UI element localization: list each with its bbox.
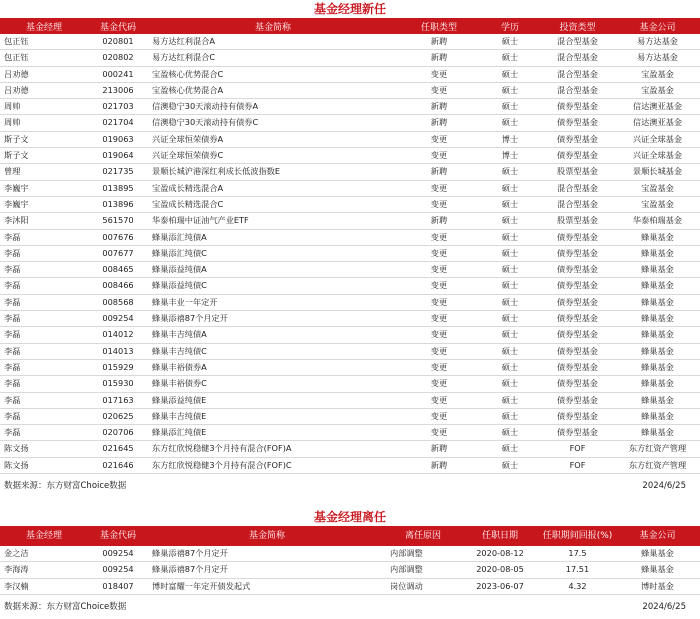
table-cell: 债券型基金 — [540, 131, 615, 147]
column-header: 基金简称 — [148, 18, 398, 34]
column-header: 任职期间回报(%) — [540, 526, 615, 546]
table-cell: 014013 — [88, 343, 148, 359]
table-cell: 硕士 — [480, 99, 540, 115]
table-cell: 易方达红利混合A — [148, 34, 398, 50]
table-cell: 宝盈基金 — [615, 82, 700, 98]
departed-managers-source: 数据来源：东方财富Choice数据 — [4, 601, 127, 612]
table-cell: 变更 — [398, 425, 480, 441]
table-cell: 债券型基金 — [540, 425, 615, 441]
table-cell: 变更 — [398, 278, 480, 294]
table-cell: 蜂巢丰裕债券C — [148, 376, 398, 392]
table-cell: 021703 — [88, 99, 148, 115]
new-manager-row — [0, 148, 700, 164]
table-cell: 蜂巢基金 — [615, 343, 700, 359]
table-cell: 华泰柏瑞中证油气产业ETF — [148, 213, 398, 229]
table-cell: 周帅 — [0, 99, 88, 115]
table-cell: 博士 — [480, 148, 540, 164]
table-cell: 蜂巢基金 — [615, 359, 700, 375]
table-cell: 007676 — [88, 229, 148, 245]
table-cell: 2020-08-12 — [460, 546, 540, 562]
table-cell: 易方达基金 — [615, 50, 700, 66]
table-cell: 17.5 — [540, 546, 615, 562]
column-header: 学历 — [480, 18, 540, 34]
table-cell: 蜂巢丰裕债券A — [148, 359, 398, 375]
table-cell: 宝盈基金 — [615, 196, 700, 212]
table-cell: 包正钰 — [0, 50, 88, 66]
table-cell: 债券型基金 — [540, 392, 615, 408]
table-cell: 李巍宇 — [0, 196, 88, 212]
new-manager-row — [0, 115, 700, 131]
table-cell: 变更 — [398, 66, 480, 82]
table-cell: 李磊 — [0, 229, 88, 245]
table-cell: 宝盈核心优势混合C — [148, 66, 398, 82]
table-cell: 李磊 — [0, 343, 88, 359]
table-cell: 斯子文 — [0, 148, 88, 164]
table-cell: 内部调整 — [386, 562, 460, 578]
new-managers-header-row — [0, 18, 700, 34]
table-cell: 008466 — [88, 278, 148, 294]
table-cell: 硕士 — [480, 164, 540, 180]
table-cell: 岗位调动 — [386, 578, 460, 594]
new-manager-row — [0, 294, 700, 310]
table-cell: 蜂巢添汇纯债E — [148, 425, 398, 441]
table-cell: 债券型基金 — [540, 408, 615, 424]
table-cell: 债券型基金 — [540, 359, 615, 375]
table-cell: 硕士 — [480, 229, 540, 245]
table-cell: 混合型基金 — [540, 34, 615, 50]
table-cell: 变更 — [398, 408, 480, 424]
table-cell: 变更 — [398, 82, 480, 98]
table-cell: 变更 — [398, 262, 480, 278]
table-cell: 李磊 — [0, 425, 88, 441]
table-cell: 018407 — [88, 578, 148, 594]
departed-managers-section — [0, 508, 700, 619]
departed-manager-row — [0, 562, 700, 578]
table-cell: 蜂巢基金 — [615, 546, 700, 562]
table-cell: 宝盈成长精选混合A — [148, 180, 398, 196]
table-cell: 东方红欣悦稳健3个月持有混合(FOF)A — [148, 441, 398, 457]
new-managers-date: 2024/6/25 — [642, 481, 686, 492]
table-cell: 蜂巢基金 — [615, 562, 700, 578]
table-cell: 东方红资产管理 — [615, 441, 700, 457]
table-cell: 新聘 — [398, 50, 480, 66]
table-cell: 债券型基金 — [540, 294, 615, 310]
table-cell: 包正钰 — [0, 34, 88, 50]
table-cell: 021646 — [88, 457, 148, 473]
table-cell: 李磊 — [0, 311, 88, 327]
table-cell: 金之洁 — [0, 546, 88, 562]
table-cell: 斯子文 — [0, 131, 88, 147]
departed-manager-row — [0, 578, 700, 594]
table-cell: 新聘 — [398, 34, 480, 50]
table-cell: 债券型基金 — [540, 148, 615, 164]
table-cell: 019064 — [88, 148, 148, 164]
table-cell: 019063 — [88, 131, 148, 147]
table-cell: 债券型基金 — [540, 99, 615, 115]
table-cell: 蜂巢丰业一年定开 — [148, 294, 398, 310]
table-cell: 曾理 — [0, 164, 88, 180]
table-cell: 债券型基金 — [540, 327, 615, 343]
table-cell: 蜂巢基金 — [615, 327, 700, 343]
table-cell: 013896 — [88, 196, 148, 212]
new-manager-row — [0, 196, 700, 212]
table-cell: 硕士 — [480, 359, 540, 375]
table-cell: 021645 — [88, 441, 148, 457]
column-header: 任职类型 — [398, 18, 480, 34]
new-manager-row — [0, 359, 700, 375]
table-cell: 硕士 — [480, 425, 540, 441]
table-cell: 蜂巢添益纯债C — [148, 278, 398, 294]
table-cell: 17.51 — [540, 562, 615, 578]
table-cell: 蜂巢添汇纯债C — [148, 245, 398, 261]
table-cell: 蜂巢添禧87个月定开 — [148, 546, 386, 562]
new-manager-row — [0, 180, 700, 196]
table-cell: 易方达基金 — [615, 34, 700, 50]
table-cell: 东方红资产管理 — [615, 457, 700, 473]
table-cell: 蜂巢基金 — [615, 408, 700, 424]
column-header: 基金代码 — [88, 526, 148, 546]
new-manager-row — [0, 229, 700, 245]
table-cell: 017163 — [88, 392, 148, 408]
table-cell: 李海涛 — [0, 562, 88, 578]
table-cell: 009254 — [88, 562, 148, 578]
table-cell: 新聘 — [398, 213, 480, 229]
departed-manager-row — [0, 546, 700, 562]
table-cell: 混合型基金 — [540, 50, 615, 66]
column-header: 离任原因 — [386, 526, 460, 546]
table-cell: 债券型基金 — [540, 376, 615, 392]
new-manager-row — [0, 327, 700, 343]
table-cell: 华泰柏瑞基金 — [615, 213, 700, 229]
table-cell: 李磊 — [0, 376, 88, 392]
table-cell: 吕劝德 — [0, 66, 88, 82]
table-cell: 蜂巢丰吉纯债C — [148, 343, 398, 359]
table-cell: 宝盈成长精选混合C — [148, 196, 398, 212]
table-cell: 015929 — [88, 359, 148, 375]
new-manager-row — [0, 457, 700, 473]
table-cell: 新聘 — [398, 441, 480, 457]
new-managers-source: 数据来源：东方财富Choice数据 — [4, 481, 127, 492]
table-cell: 硕士 — [480, 392, 540, 408]
table-cell: 硕士 — [480, 343, 540, 359]
table-cell: 李磊 — [0, 262, 88, 278]
table-cell: FOF — [540, 441, 615, 457]
table-cell: 硕士 — [480, 196, 540, 212]
table-cell: 硕士 — [480, 294, 540, 310]
table-cell: 信达澳亚基金 — [615, 115, 700, 131]
table-cell: 020625 — [88, 408, 148, 424]
table-cell: 硕士 — [480, 82, 540, 98]
table-cell: 景顺长城基金 — [615, 164, 700, 180]
column-header: 基金简称 — [148, 526, 386, 546]
new-manager-row — [0, 425, 700, 441]
column-header: 基金代码 — [88, 18, 148, 34]
table-cell: 股票型基金 — [540, 213, 615, 229]
table-cell: 信澳稳宁30天滚动持有债券C — [148, 115, 398, 131]
table-cell: 李巍宇 — [0, 180, 88, 196]
table-cell: 硕士 — [480, 376, 540, 392]
table-cell: 变更 — [398, 311, 480, 327]
table-cell: 债券型基金 — [540, 343, 615, 359]
new-manager-row — [0, 213, 700, 229]
table-cell: 蜂巢基金 — [615, 294, 700, 310]
table-cell: 债券型基金 — [540, 115, 615, 131]
table-cell: 009254 — [88, 546, 148, 562]
new-manager-row — [0, 311, 700, 327]
table-cell: 兴证全球基金 — [615, 131, 700, 147]
column-header: 任职日期 — [460, 526, 540, 546]
table-cell: 股票型基金 — [540, 164, 615, 180]
table-cell: 015930 — [88, 376, 148, 392]
table-cell: 蜂巢添益纯债E — [148, 392, 398, 408]
table-cell: 硕士 — [480, 457, 540, 473]
table-cell: 硕士 — [480, 278, 540, 294]
table-cell: 吕劝德 — [0, 82, 88, 98]
new-manager-row — [0, 245, 700, 261]
table-cell: 020802 — [88, 50, 148, 66]
new-managers-footer — [0, 474, 700, 498]
table-cell: 008465 — [88, 262, 148, 278]
table-cell: 周帅 — [0, 115, 88, 131]
departed-managers-table — [0, 526, 700, 595]
table-cell: 硕士 — [480, 408, 540, 424]
table-cell: 硕士 — [480, 311, 540, 327]
new-manager-row — [0, 441, 700, 457]
table-cell: 易方达红利混合C — [148, 50, 398, 66]
table-cell: 李磊 — [0, 245, 88, 261]
table-cell: 008568 — [88, 294, 148, 310]
new-manager-row — [0, 50, 700, 66]
table-cell: 蜂巢添益纯债A — [148, 262, 398, 278]
departed-managers-header-row — [0, 526, 700, 546]
table-cell: 561570 — [88, 213, 148, 229]
table-cell: 013895 — [88, 180, 148, 196]
column-header: 基金公司 — [615, 18, 700, 34]
new-manager-row — [0, 343, 700, 359]
table-cell: 李磊 — [0, 294, 88, 310]
table-cell: 蜂巢添禧87个月定开 — [148, 562, 386, 578]
table-cell: 兴证全球恒荣债券C — [148, 148, 398, 164]
table-cell: 宝盈基金 — [615, 66, 700, 82]
table-cell: 蜂巢基金 — [615, 229, 700, 245]
table-cell: 2023-06-07 — [460, 578, 540, 594]
new-manager-row — [0, 408, 700, 424]
table-cell: FOF — [540, 457, 615, 473]
table-cell: 债券型基金 — [540, 229, 615, 245]
table-cell: 蜂巢丰吉纯债E — [148, 408, 398, 424]
table-cell: 014012 — [88, 327, 148, 343]
table-cell: 变更 — [398, 327, 480, 343]
table-cell: 混合型基金 — [540, 66, 615, 82]
table-cell: 硕士 — [480, 245, 540, 261]
table-cell: 李沐阳 — [0, 213, 88, 229]
table-cell: 宝盈基金 — [615, 180, 700, 196]
table-cell: 009254 — [88, 311, 148, 327]
table-cell: 博士 — [480, 131, 540, 147]
table-cell: 蜂巢丰吉纯债A — [148, 327, 398, 343]
table-cell: 蜂巢添禧87个月定开 — [148, 311, 398, 327]
table-cell: 变更 — [398, 343, 480, 359]
table-cell: 硕士 — [480, 34, 540, 50]
table-cell: 硕士 — [480, 50, 540, 66]
table-cell: 混合型基金 — [540, 180, 615, 196]
table-cell: 变更 — [398, 392, 480, 408]
new-manager-row — [0, 392, 700, 408]
departed-managers-date: 2024/6/25 — [642, 601, 686, 612]
table-cell: 蜂巢基金 — [615, 311, 700, 327]
table-cell: 硕士 — [480, 66, 540, 82]
table-cell: 新聘 — [398, 99, 480, 115]
table-cell: 蜂巢基金 — [615, 262, 700, 278]
table-cell: 蜂巢基金 — [615, 376, 700, 392]
table-cell: 变更 — [398, 245, 480, 261]
table-cell: 2020-08-05 — [460, 562, 540, 578]
table-cell: 变更 — [398, 359, 480, 375]
table-cell: 兴证全球基金 — [615, 148, 700, 164]
new-managers-title: 基金经理新任 — [313, 2, 386, 16]
table-cell: 债券型基金 — [540, 245, 615, 261]
table-cell: 李磊 — [0, 408, 88, 424]
table-cell: 李磊 — [0, 327, 88, 343]
table-cell: 213006 — [88, 82, 148, 98]
table-cell: 李磊 — [0, 392, 88, 408]
table-cell: 新聘 — [398, 164, 480, 180]
table-cell: 变更 — [398, 294, 480, 310]
departed-managers-title: 基金经理离任 — [313, 510, 386, 525]
new-manager-row — [0, 99, 700, 115]
table-cell: 021735 — [88, 164, 148, 180]
table-cell: 混合型基金 — [540, 82, 615, 98]
table-cell: 硕士 — [480, 262, 540, 278]
table-cell: 博时基金 — [615, 578, 700, 594]
table-cell: 蜂巢基金 — [615, 278, 700, 294]
new-manager-row — [0, 278, 700, 294]
table-cell: 新聘 — [398, 115, 480, 131]
table-cell: 硕士 — [480, 115, 540, 131]
table-cell: 蜂巢基金 — [615, 425, 700, 441]
table-cell: 信达澳亚基金 — [615, 99, 700, 115]
table-cell: 信澳稳宁30天滚动持有债券A — [148, 99, 398, 115]
column-header: 投资类型 — [540, 18, 615, 34]
table-cell: 兴证全球恒荣债券A — [148, 131, 398, 147]
table-cell: 变更 — [398, 131, 480, 147]
table-cell: 李磊 — [0, 359, 88, 375]
table-cell: 混合型基金 — [540, 196, 615, 212]
table-cell: 硕士 — [480, 213, 540, 229]
table-cell: 宝盈核心优势混合A — [148, 82, 398, 98]
new-manager-row — [0, 131, 700, 147]
table-cell: 蜂巢基金 — [615, 245, 700, 261]
table-cell: 李磊 — [0, 278, 88, 294]
table-cell: 硕士 — [480, 441, 540, 457]
column-header: 基金经理 — [0, 526, 88, 546]
new-manager-row — [0, 262, 700, 278]
new-manager-row — [0, 66, 700, 82]
departed-managers-footer — [0, 595, 700, 619]
table-cell: 内部调整 — [386, 546, 460, 562]
new-manager-row — [0, 34, 700, 50]
new-managers-table — [0, 18, 700, 474]
table-cell: 变更 — [398, 180, 480, 196]
table-cell: 景顺长城沪港深红利成长低波指数E — [148, 164, 398, 180]
new-manager-row — [0, 376, 700, 392]
new-manager-row — [0, 82, 700, 98]
table-cell: 李汉楠 — [0, 578, 88, 594]
table-cell: 4.32 — [540, 578, 615, 594]
table-cell: 000241 — [88, 66, 148, 82]
table-cell: 硕士 — [480, 180, 540, 196]
table-cell: 变更 — [398, 229, 480, 245]
table-cell: 007677 — [88, 245, 148, 261]
table-cell: 变更 — [398, 376, 480, 392]
table-cell: 新聘 — [398, 457, 480, 473]
column-header: 基金公司 — [615, 526, 700, 546]
table-cell: 博时富耀一年定开债发起式 — [148, 578, 386, 594]
table-cell: 020706 — [88, 425, 148, 441]
table-cell: 陈文扬 — [0, 441, 88, 457]
table-cell: 债券型基金 — [540, 311, 615, 327]
table-cell: 蜂巢基金 — [615, 392, 700, 408]
column-header: 基金经理 — [0, 18, 88, 34]
table-cell: 陈文扬 — [0, 457, 88, 473]
table-cell: 蜂巢添汇纯债A — [148, 229, 398, 245]
table-cell: 021704 — [88, 115, 148, 131]
table-cell: 债券型基金 — [540, 278, 615, 294]
table-cell: 硕士 — [480, 327, 540, 343]
table-cell: 东方红欣悦稳健3个月持有混合(FOF)C — [148, 457, 398, 473]
table-cell: 020801 — [88, 34, 148, 50]
table-cell: 变更 — [398, 196, 480, 212]
table-cell: 债券型基金 — [540, 262, 615, 278]
table-cell: 变更 — [398, 148, 480, 164]
new-manager-row — [0, 164, 700, 180]
